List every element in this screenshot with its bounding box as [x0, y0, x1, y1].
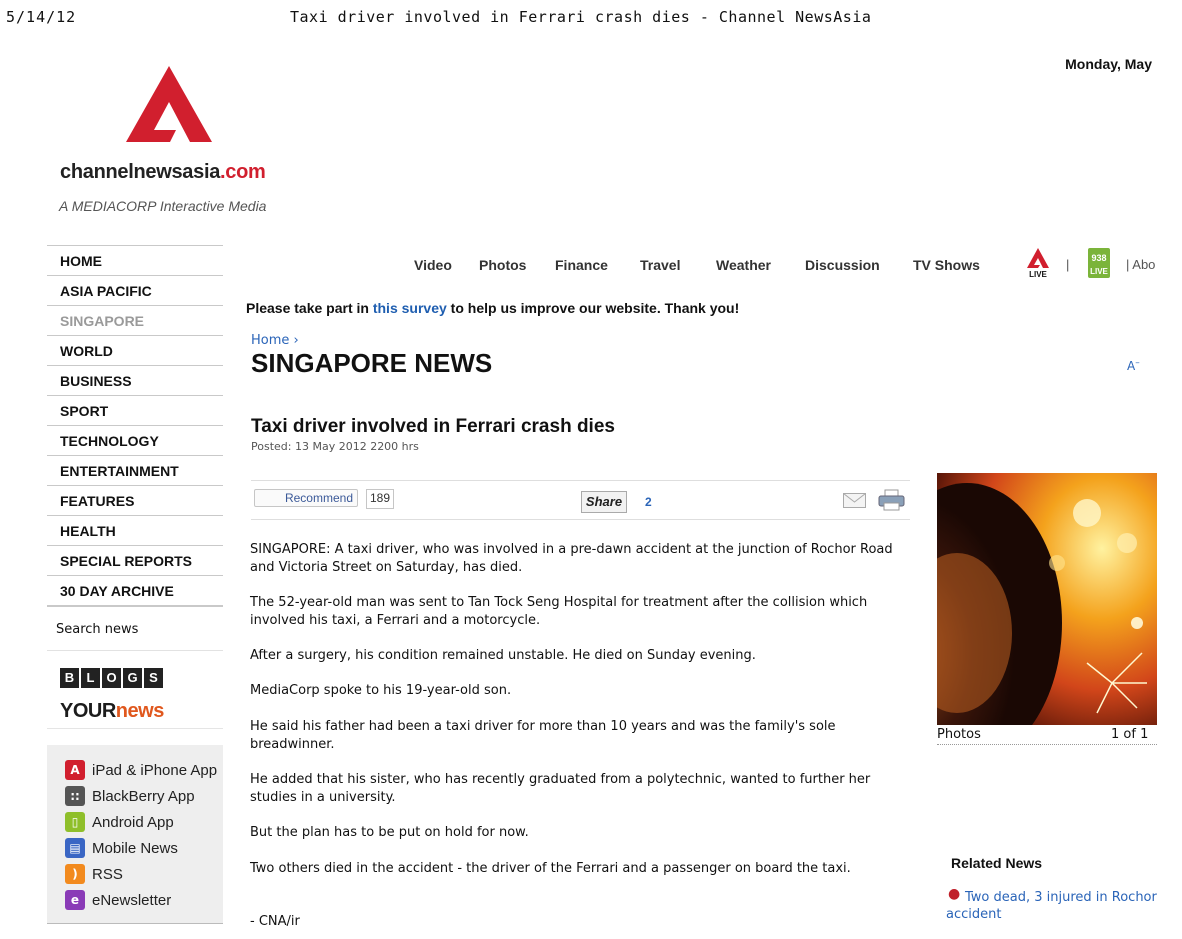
posted-timestamp: Posted: 13 May 2012 2200 hrs [251, 440, 419, 453]
divider [47, 728, 223, 729]
article-photo[interactable] [937, 473, 1157, 725]
left-nav [47, 245, 223, 607]
topnav-video[interactable]: Video [414, 257, 452, 273]
app-label: eNewsletter [92, 891, 172, 909]
logo-word-main: channelnewsasia [60, 161, 221, 183]
email-icon[interactable] [843, 493, 866, 508]
yournews-news: news [115, 700, 164, 722]
cna-app-icon: A [65, 760, 85, 780]
yournews-banner[interactable] [60, 700, 164, 723]
yournews-your: YOUR [60, 700, 116, 722]
cna-logo-icon[interactable] [126, 66, 212, 142]
nav-home[interactable]: HOME [47, 245, 223, 275]
print-icon[interactable] [878, 489, 905, 511]
nav-business[interactable]: BUSINESS [47, 365, 223, 395]
radio-938-live-icon[interactable] [1087, 247, 1111, 279]
article-paragraph: He added that his sister, who has recently graduated from a polytechnic, wanted to further her studies in a university. [250, 772, 871, 805]
survey-link[interactable]: this survey [372, 300, 447, 316]
blackberry-icon: :: [65, 786, 85, 806]
article-paragraph: He said his father had been a taxi driver for more than 10 years and was the family's sole breadwinner. [250, 719, 836, 752]
live-label: LIVE [1090, 267, 1108, 276]
search-news-link[interactable]: Search news [56, 622, 139, 637]
nav-entertainment[interactable]: ENTERTAINMENT [47, 455, 223, 485]
header-date: Monday, May [1065, 56, 1152, 72]
article-paragraph: After a surgery, his condition remained unstable. He died on Sunday evening. [250, 648, 756, 663]
recommend-button[interactable]: Recommend [254, 489, 358, 507]
app-label: RSS [92, 865, 123, 883]
topnav-photos[interactable]: Photos [479, 257, 527, 273]
print-page-title: Taxi driver involved in Ferrari crash dies - Channel NewsAsia [290, 8, 872, 26]
blogs-letter: L [81, 668, 100, 688]
blogs-letter: O [102, 668, 121, 688]
survey-text: to help us improve our website. Thank you! [446, 300, 740, 316]
topnav-discussion[interactable]: Discussion [805, 257, 880, 273]
blogs-banner[interactable] [60, 668, 163, 688]
breadcrumb-home[interactable]: Home › [251, 333, 299, 348]
logo-word-suffix: .com [220, 161, 266, 183]
section-title: SINGAPORE NEWS [251, 348, 493, 378]
nav-asia-pacific[interactable]: ASIA PACIFIC [47, 275, 223, 305]
divider [937, 744, 1157, 745]
article-paragraph: Two others died in the accident - the driver of the Ferrari and a passenger on board the taxi. [250, 861, 851, 876]
related-news-link[interactable]: Two dead, 3 injured in Rochor accident [946, 890, 1157, 922]
nav-technology[interactable]: TECHNOLOGY [47, 425, 223, 455]
article-signoff: - CNA/ir [250, 914, 300, 929]
nav-health[interactable]: HEALTH [47, 515, 223, 545]
topnav-weather[interactable]: Weather [716, 257, 771, 273]
site-logo-wordmark[interactable] [60, 161, 266, 184]
font-size-letter: A [1127, 359, 1136, 373]
app-link-enewsletter[interactable] [65, 890, 171, 910]
nav-special-reports[interactable]: SPECIAL REPORTS [47, 545, 223, 575]
recommend-count: 189 [366, 489, 394, 509]
nav-world[interactable]: WORLD [47, 335, 223, 365]
topnav-tv-shows[interactable]: TV Shows [913, 257, 980, 273]
app-link-ipad[interactable] [65, 760, 217, 780]
nav-sport[interactable]: SPORT [47, 395, 223, 425]
blogs-letter: B [60, 668, 79, 688]
print-date: 5/14/12 [6, 8, 77, 26]
mobile-news-icon: ▤ [65, 838, 85, 858]
app-link-rss[interactable] [65, 864, 123, 884]
nav-separator: | [1066, 257, 1070, 272]
app-label: Android App [92, 813, 174, 831]
app-link-mobile-news[interactable] [65, 838, 178, 858]
app-link-android[interactable] [65, 812, 174, 832]
nav-features[interactable]: FEATURES [47, 485, 223, 515]
about-link[interactable]: | Abo [1126, 257, 1156, 272]
share-button[interactable]: Share [581, 491, 627, 513]
topnav-finance[interactable]: Finance [555, 257, 608, 273]
photos-label: Photos [937, 727, 981, 742]
topnav-travel[interactable]: Travel [640, 257, 681, 273]
survey-text: Please take part in [246, 300, 373, 316]
app-label: Mobile News [92, 839, 178, 857]
share-bar [251, 480, 910, 520]
article-paragraph: SINGAPORE: A taxi driver, who was involved in a pre-dawn accident at the junction of Rochor Road and Victoria Street on Saturday, has died. [250, 542, 893, 575]
android-icon: ▯ [65, 812, 85, 832]
radio-number: 938 [1091, 253, 1107, 263]
app-label: BlackBerry App [92, 787, 195, 805]
app-link-blackberry[interactable] [65, 786, 195, 806]
font-size-control[interactable]: A– [1127, 358, 1140, 373]
cna-live-icon[interactable] [1026, 247, 1050, 279]
enewsletter-icon: e [65, 890, 85, 910]
share-count: 2 [645, 495, 652, 509]
article-paragraph: But the plan has to be put on hold for now. [250, 825, 529, 840]
logo-tagline: A MEDIACORP Interactive Media [59, 198, 267, 214]
photos-counter: 1 of 1 [1111, 727, 1149, 742]
app-label: iPad & iPhone App [92, 761, 218, 779]
blogs-letter: G [123, 668, 142, 688]
article-paragraph: MediaCorp spoke to his 19-year-old son. [250, 683, 512, 698]
article-headline: Taxi driver involved in Ferrari crash dies [251, 416, 615, 437]
rss-icon: ) [65, 864, 85, 884]
nav-singapore[interactable]: SINGAPORE [47, 305, 223, 335]
article-paragraph: The 52-year-old man was sent to Tan Tock Seng Hospital for treatment after the collision which involved his taxi, a Ferrari and a motorcycle. [250, 595, 868, 628]
survey-notice [246, 300, 739, 316]
blogs-letter: S [144, 668, 163, 688]
apps-panel [47, 745, 223, 924]
live-label: LIVE [1029, 270, 1047, 279]
related-news-heading: Related News [951, 855, 1043, 871]
nav-30-day-archive[interactable]: 30 DAY ARCHIVE [47, 575, 223, 607]
bullet-icon: ● [948, 886, 961, 902]
